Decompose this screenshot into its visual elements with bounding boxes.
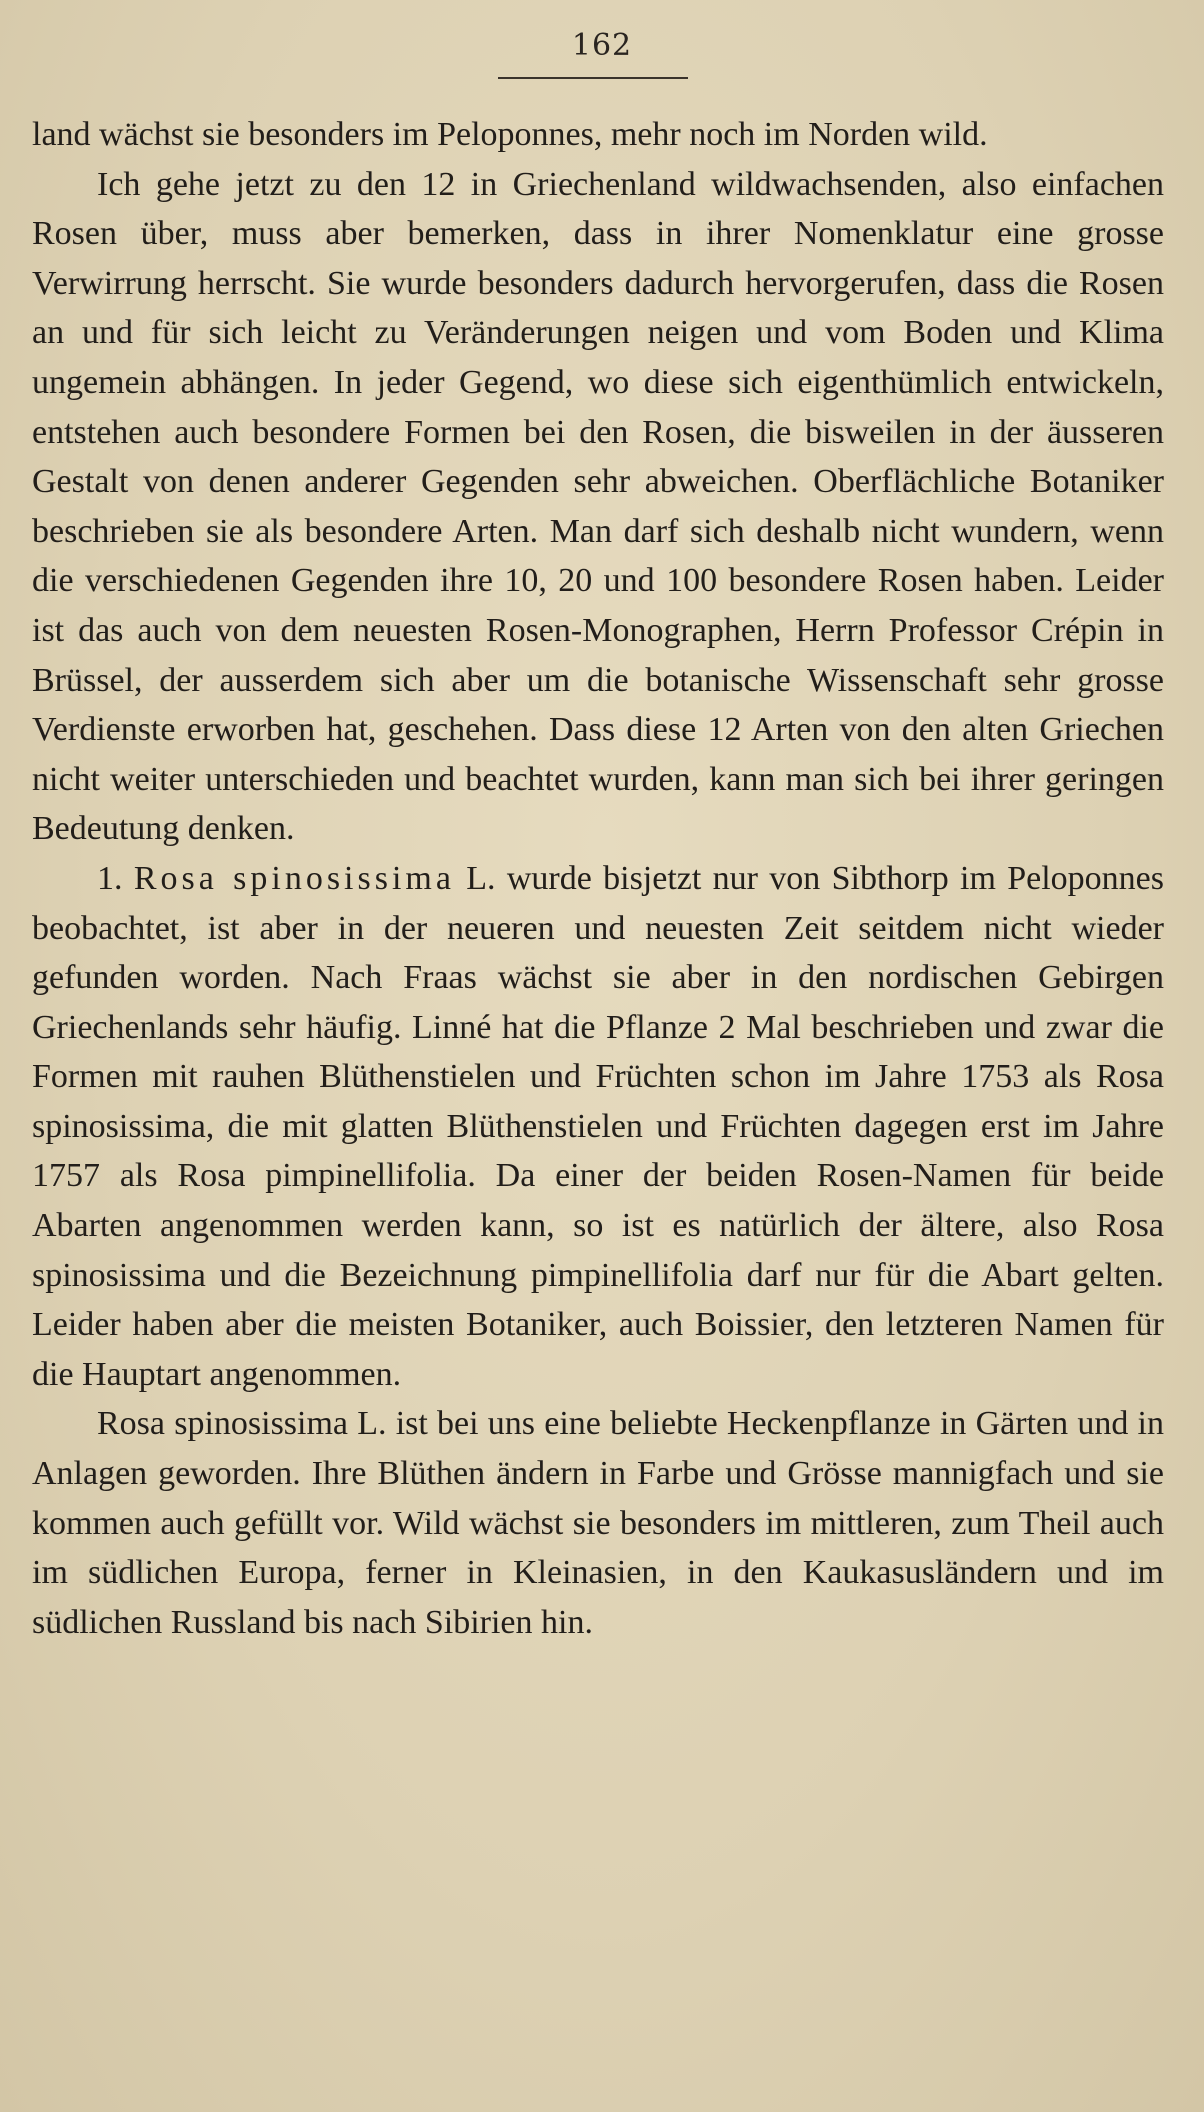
page-number: 162 — [571, 28, 633, 63]
paragraph-2 — [32, 160, 1164, 854]
paragraph-1 — [32, 110, 1164, 160]
paragraph-2-text: Ich gehe jetzt zu den 12 in Griechenland wildwachsenden, also einfachen Rosen über, muss aber bemerken, dass in ihrer Nomenklatur eine grosse Verwirrung herrscht. Sie wurde besonders dadurch hervorgerufen, dass die Rosen an und für sich leicht zu Veränderungen neigen und vom Boden und Klima ungemein abhängen. In jeder Gegend, wo diese sich eigenthümlich entwickeln, entstehen auch besondere Formen bei den Rosen, die bisweilen in der äusseren Gestalt von denen anderer Gegenden sehr abweichen. Oberflächliche Botaniker beschrieben sie als besondere Arten. Man darf sich deshalb nicht wundern, wenn die verschiedenen Gegenden ihre 10, 20 und 100 besondere Rosen haben. Leider ist das auch von dem neuesten Rosen-Monographen, Herrn Professor Crépin in Brüssel, der ausserdem sich aber um die botanische Wissenschaft sehr grosse Verdienste erworben hat, geschehen. Dass diese 12 Arten von den alten Griechen nicht weiter unterschieden und beachtet wurden, kann man sich bei ihrer geringen Bedeutung denken. — [32, 165, 1164, 848]
paragraph-4 — [32, 1399, 1164, 1647]
header-rule — [498, 77, 688, 79]
paragraph-3-number: 1. — [97, 859, 123, 897]
paragraph-4-text: Rosa spinosissima L. ist bei uns eine beliebte Heckenpflanze in Gärten und in Anlagen geworden. Ihre Blüthen ändern in Farbe und Grösse mannigfach und sie kommen auch gefüllt vor. Wild wächst sie besonders im mittleren, zum Theil auch im südlichen Europa, ferner in Kleinasien, in den Kaukasusländern und im südlichen Russland bis nach Sibirien hin. — [32, 1405, 1164, 1641]
species-name: Rosa spinosissima — [133, 859, 455, 897]
paragraph-3 — [32, 854, 1164, 1400]
body-text — [32, 110, 1164, 1647]
paragraph-1-text: land wächst sie besonders im Peloponnes, mehr noch im Norden wild. — [32, 116, 988, 153]
paragraph-3-text: L. wurde bisjetzt nur von Sibthorp im Peloponnes beobachtet, ist aber in der neueren und neuesten Zeit seitdem nicht wieder gefunden worden. Nach Fraas wächst sie aber in den nordischen Gebirgen Griechenlands sehr häufig. Linné hat die Pflanze 2 Mal beschrieben und zwar die Formen mit rauhen Blüthenstielen und Früchten schon im Jahre 1753 als Rosa spinosissima, die mit glatten Blüthenstielen und Früchten dagegen erst im Jahre 1757 als Rosa pimpinellifolia. Da einer der beiden Rosen-Namen für beide Abarten angenommen werden kann, so ist es natürlich der ältere, also Rosa spinosissima und die Bezeichnung pimpinellifolia darf nur für die Abart gelten. Leider haben aber die meisten Botaniker, auch Boissier, den letzteren Namen für die Hauptart angenommen. — [32, 859, 1165, 1393]
